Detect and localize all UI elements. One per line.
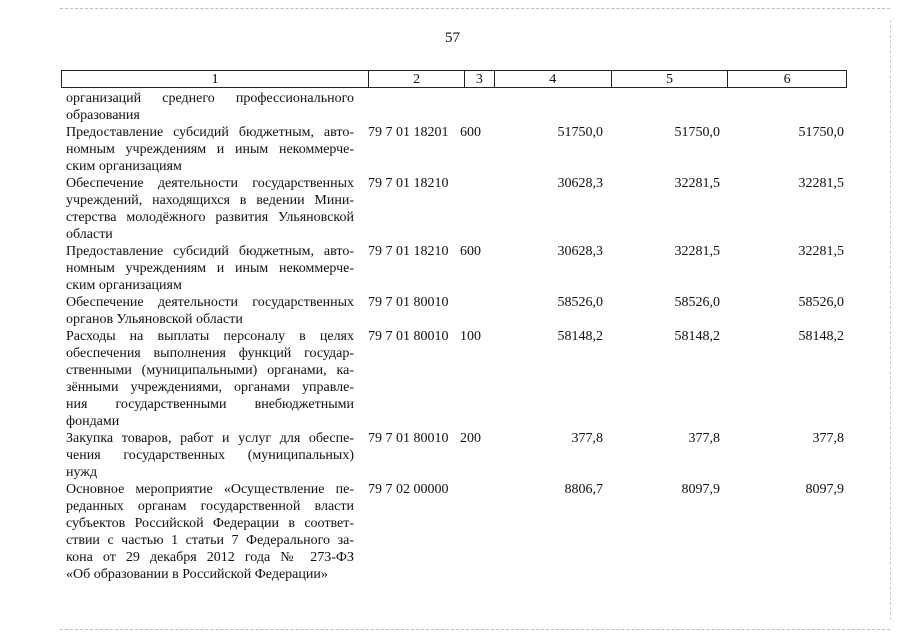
row-value-1: 58526,0: [557, 295, 603, 310]
row-name-line: Расходы на выплаты персоналу в целях: [66, 329, 354, 344]
row-code: 79 7 01 80010: [368, 431, 449, 446]
header-col-3: 3: [465, 71, 495, 87]
row-expense-type: 200: [460, 431, 481, 446]
row-name-line: ния государственными внебюджетными: [66, 397, 354, 412]
row-value-3: 8097,9: [805, 482, 844, 497]
row-name: [66, 481, 362, 583]
row-value-1: 377,8: [571, 431, 603, 446]
row-name-line: реданных органам государственной власти: [66, 499, 354, 514]
row-expense-type: 100: [460, 329, 481, 344]
row-value-2: 32281,5: [674, 176, 720, 191]
row-value-2: 32281,5: [674, 244, 720, 259]
row-name-line: Закупка товаров, работ и услуг для обеспе-: [66, 431, 354, 446]
table-row: [66, 481, 846, 583]
header-col-5: 5: [612, 71, 729, 87]
row-code: 79 7 02 00000: [368, 482, 449, 497]
row-name-line: Основное мероприятие «Осуществление пе-: [66, 482, 354, 497]
scan-edge-right: [890, 20, 891, 620]
row-value-3: 58148,2: [798, 329, 844, 344]
table-row: [66, 90, 846, 124]
row-name-line: Предоставление субсидий бюджетным, авто-: [66, 125, 354, 140]
row-name-line: учреждений, находящихся в ведении Мини-: [66, 193, 354, 208]
row-name-line: стерства молодёжного развития Ульяновской: [66, 210, 354, 225]
scan-edge-top: [60, 8, 890, 9]
row-name: [66, 328, 362, 430]
row-expense-type: [458, 90, 488, 124]
row-value-3: 32281,5: [798, 244, 844, 259]
table-row: [66, 328, 846, 430]
row-expense-type: [458, 175, 488, 243]
row-name-line: ствии с частью 1 статьи 7 Федерального за-: [66, 533, 354, 548]
row-expense-type: 600: [460, 244, 481, 259]
row-value-3: 58526,0: [798, 295, 844, 310]
row-value-1: 8806,7: [564, 482, 603, 497]
row-name-line: ским организациям: [66, 159, 182, 174]
row-name-line: Обеспечение деятельности государственных: [66, 176, 354, 191]
row-name: [66, 243, 362, 294]
row-value-2: [605, 90, 722, 124]
row-code: 79 7 01 18201: [368, 125, 449, 140]
row-name: [66, 294, 362, 328]
header-col-4: 4: [495, 71, 612, 87]
row-expense-type: [458, 481, 488, 583]
row-value-1: 30628,3: [557, 176, 603, 191]
table-row: [66, 175, 846, 243]
row-value-3: [722, 90, 846, 124]
row-code: [362, 90, 458, 124]
row-value-2: 51750,0: [674, 125, 720, 140]
header-col-6: 6: [783, 72, 791, 87]
row-name-line: ственными (муниципальными) органами, ка-: [66, 363, 354, 378]
row-name-line: организаций среднего профессионального: [66, 91, 354, 106]
table-body: [66, 90, 846, 583]
row-expense-type: [458, 294, 488, 328]
row-value-2: 8097,9: [681, 482, 720, 497]
page-number: 57: [445, 30, 460, 46]
scan-edge-bottom: [60, 629, 890, 630]
row-name-line: зёнными учреждениями, органами управле-: [66, 380, 354, 395]
row-name-line: обеспечения выполнения функций государ-: [66, 346, 354, 361]
row-name-line: нужд: [66, 465, 98, 480]
table-row: [66, 243, 846, 294]
row-name: [66, 124, 362, 175]
row-name: [66, 430, 362, 481]
row-name-line: «Об образовании в Российской Федерации»: [66, 567, 328, 582]
row-name-line: ским организациям: [66, 278, 182, 293]
row-value-2: 58526,0: [674, 295, 720, 310]
row-code: 79 7 01 80010: [368, 295, 449, 310]
row-name-line: органов Ульяновской области: [66, 312, 243, 327]
row-code: 79 7 01 80010: [368, 329, 449, 344]
row-value-3: 51750,0: [798, 125, 844, 140]
row-code: 79 7 01 18210: [368, 244, 449, 259]
header-col-1: 1: [62, 71, 369, 87]
row-name-line: кона от 29 декабря 2012 года № 273-ФЗ: [66, 550, 354, 565]
table-row: [66, 430, 846, 481]
row-value-3: 32281,5: [798, 176, 844, 191]
row-value-1: [488, 90, 605, 124]
row-name: [66, 90, 362, 124]
row-name-line: образования: [66, 108, 140, 123]
table-header: [61, 70, 847, 88]
row-value-1: 58148,2: [557, 329, 603, 344]
row-value-2: 58148,2: [674, 329, 720, 344]
row-name-line: номным учреждениям и иным некоммерче-: [66, 261, 354, 276]
row-value-3: 377,8: [812, 431, 844, 446]
row-value-1: 30628,3: [557, 244, 603, 259]
row-expense-type: 600: [460, 125, 481, 140]
row-name-line: Предоставление субсидий бюджетным, авто-: [66, 244, 354, 259]
row-name-line: фондами: [66, 414, 120, 429]
row-code: 79 7 01 18210: [368, 176, 449, 191]
header-col-2: 2: [369, 71, 465, 87]
row-value-1: 51750,0: [557, 125, 603, 140]
row-name-line: субъектов Российской Федерации в соответ-: [66, 516, 354, 531]
row-name-line: Обеспечение деятельности государственных: [66, 295, 354, 310]
row-name: [66, 175, 362, 243]
row-name-line: области: [66, 227, 113, 242]
table-row: [66, 124, 846, 175]
row-name-line: чения государственных (муниципальных): [66, 448, 354, 463]
row-value-2: 377,8: [688, 431, 720, 446]
row-name-line: номным учреждениям и иным некоммерче-: [66, 142, 354, 157]
table-row: [66, 294, 846, 328]
